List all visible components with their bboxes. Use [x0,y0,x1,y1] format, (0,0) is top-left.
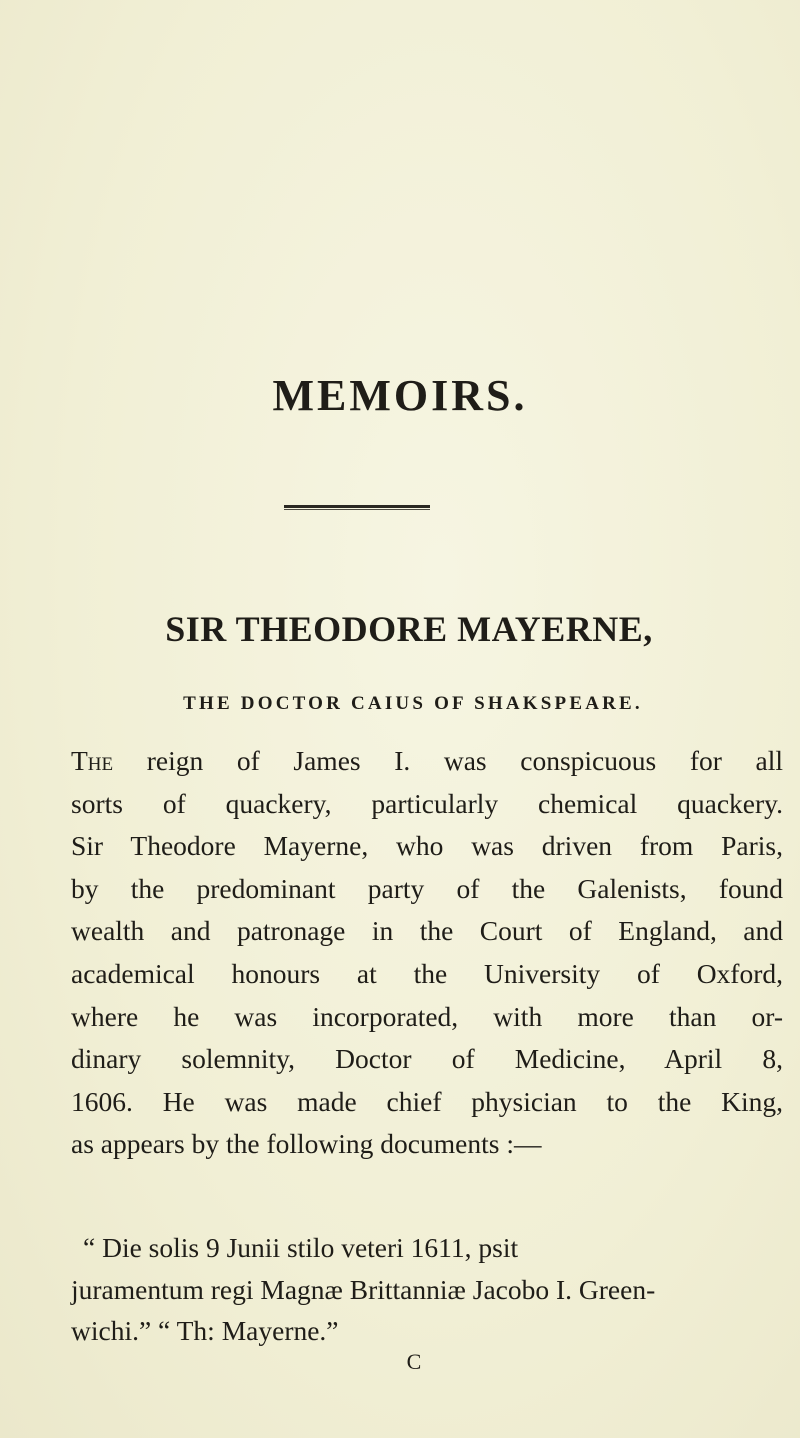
chapter-title: SIR THEODORE MAYERNE, [165,609,653,649]
body-line: dinary solemnity, Doctor of Medicine, April 8, [71,1043,783,1075]
chapter-subtitle: THE DOCTOR CAIUS OF SHAKSPEARE. [183,693,643,714]
body-line: wealth and patronage in the Court of England, and [71,915,783,947]
quote-line: juramentum regi Magnæ Brittanniæ Jacobo I. Green- [71,1273,656,1305]
quote-line: “ Die solis 9 Junii stilo veteri 1611, psit [83,1232,519,1263]
page-heading: MEMOIRS. [272,371,528,420]
body-line: by the predominant party of the Galenists, found [71,872,783,904]
body-line: 1606. He was made chief physician to the King, [71,1085,783,1117]
body-line: Sir Theodore Mayerne, who was driven from Paris, [71,830,783,862]
quote-line: wichi.” “ Th: Mayerne.” [71,1315,339,1346]
body-line: sorts of quackery, particularly chemical quackery. [71,787,783,819]
body-line: The reign of James I. was conspicuous for all [71,745,783,776]
body-paragraph [71,740,783,1166]
body-line: academical honours at the University of Oxford, [71,957,783,989]
body-line: where he was incorporated, with more than or- [71,1000,783,1032]
lead-word: The [71,745,114,776]
quoted-document [71,1227,783,1352]
signature-mark: C [406,1349,422,1374]
section-divider [284,505,430,510]
body-line: as appears by the following documents :— [71,1128,542,1160]
